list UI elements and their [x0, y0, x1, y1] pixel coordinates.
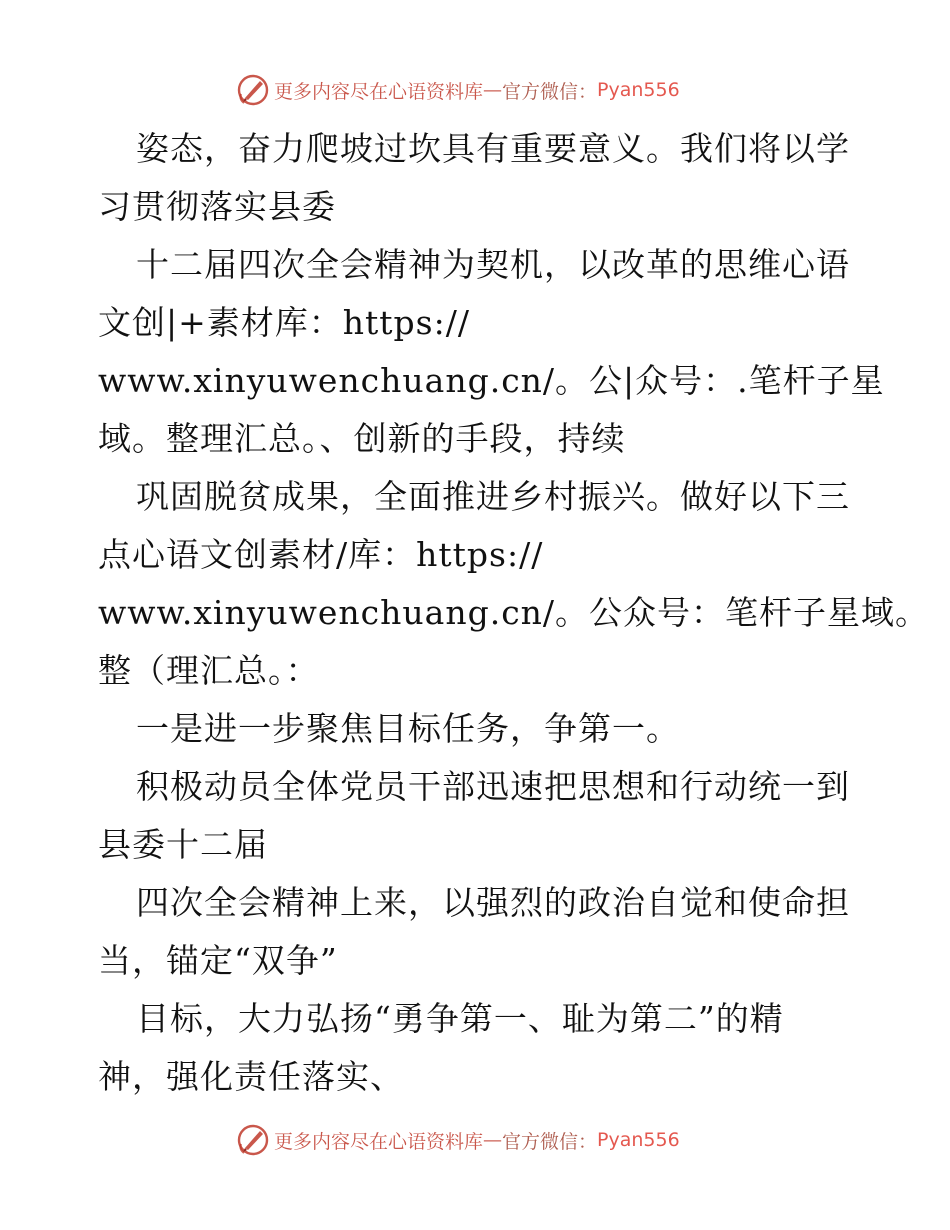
banner-wechat-label: 官方微信：	[502, 1130, 598, 1153]
banner-wechat-id: Pyan556	[597, 79, 680, 101]
text-line-link: www.xinyuwenchuang.cn/。公众号：笔杆子星域。	[98, 593, 930, 632]
text-line: 当，锚定“双争”	[98, 941, 338, 980]
banner-dash: —	[483, 79, 503, 101]
banner-slogan: 更多内容尽在心语资料库	[274, 1130, 484, 1153]
footer-banner[interactable]	[236, 1120, 716, 1160]
banner-slogan: 更多内容尽在心语资料库	[274, 80, 484, 103]
banner-wechat-id: Pyan556	[597, 1129, 680, 1151]
quill-pen-logo-icon	[236, 1123, 270, 1157]
text-line: 巩固脱贫成果，全面推进乡村振兴。做好以下三	[136, 477, 850, 516]
text-line: 目标，大力弘扬“勇争第一、耻为第二”的精	[136, 999, 784, 1038]
text-line-link: 文创|+素材库：https://	[98, 303, 470, 342]
header-banner[interactable]	[236, 70, 716, 110]
text-line: 习贯彻落实县委	[98, 187, 336, 226]
text-line: 十二届四次全会精神为契机，以改革的思维心语	[136, 245, 850, 284]
text-line-link: www.xinyuwenchuang.cn/。公|众号：.笔杆子星	[98, 361, 885, 400]
text-line: 整（理汇总。：	[98, 651, 320, 690]
text-line: 四次全会精神上来，以强烈的政治自觉和使命担	[136, 883, 850, 922]
text-line-link: 点心语文创素材/库：https://	[98, 535, 544, 574]
banner-wechat-label: 官方微信：	[502, 80, 598, 103]
text-line: 神，强化责任落实、	[98, 1057, 404, 1096]
text-line: 域。整理汇总。、创新的手段，持续	[98, 419, 626, 458]
text-line: 一是进一步聚焦目标任务，争第一。	[136, 709, 680, 748]
quill-pen-logo-icon	[236, 73, 270, 107]
text-line: 姿态，奋力爬坡过坎具有重要意义。我们将以学	[136, 129, 850, 168]
text-line: 县委十二届	[98, 825, 268, 864]
text-line: 积极动员全体党员干部迅速把思想和行动统一到	[136, 767, 850, 806]
banner-dash: —	[483, 1129, 503, 1151]
document-body	[98, 120, 930, 1106]
